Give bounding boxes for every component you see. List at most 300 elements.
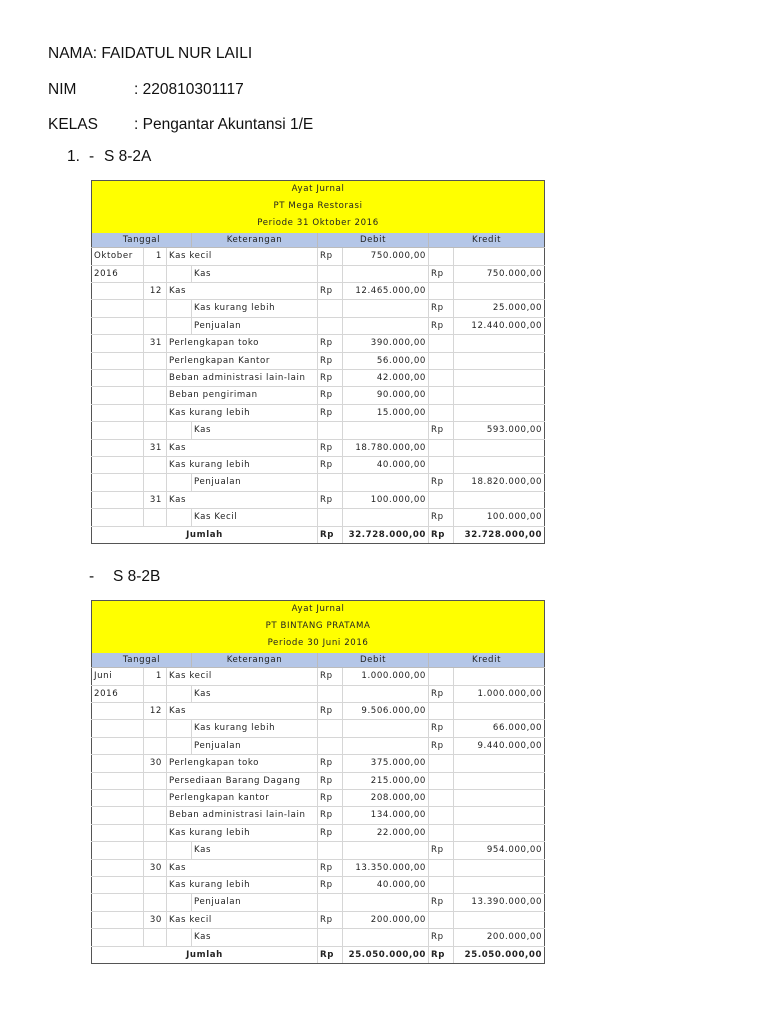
credit-currency — [429, 352, 454, 369]
date-month — [92, 491, 144, 508]
total-label: Jumlah — [92, 526, 318, 543]
debit-amount: 12.465.000,00 — [343, 282, 429, 299]
debit-amount — [343, 685, 429, 702]
indent-spacer — [167, 894, 192, 911]
debit-amount — [343, 265, 429, 282]
credit-amount — [454, 456, 545, 473]
total-credit-currency: Rp — [429, 946, 454, 963]
debit-currency: Rp — [318, 876, 343, 893]
credit-amount — [454, 282, 545, 299]
student-name: NAMA: FAIDATUL NUR LAILI — [48, 45, 253, 62]
date-month: 2016 — [92, 265, 144, 282]
credit-account: Kas — [192, 929, 318, 946]
journal-row — [92, 352, 545, 369]
student-name-line — [48, 45, 252, 63]
credit-amount: 100.000,00 — [454, 509, 545, 526]
header-keterangan: Keterangan — [192, 233, 318, 248]
credit-amount — [454, 404, 545, 421]
debit-amount: 215.000,00 — [343, 772, 429, 789]
debit-currency: Rp — [318, 789, 343, 806]
credit-account: Kas kurang lebih — [192, 720, 318, 737]
indent-spacer — [167, 317, 192, 334]
debit-currency — [318, 474, 343, 491]
credit-currency: Rp — [429, 509, 454, 526]
debit-account: Kas kurang lebih — [167, 876, 318, 893]
debit-currency: Rp — [318, 668, 343, 685]
credit-account: Penjualan — [192, 474, 318, 491]
credit-account: Kas Kecil — [192, 509, 318, 526]
journal-row — [92, 876, 545, 893]
date-day — [144, 265, 167, 282]
credit-account: Penjualan — [192, 894, 318, 911]
date-month — [92, 807, 144, 824]
date-day — [144, 474, 167, 491]
student-nim-line — [48, 81, 244, 99]
journal-row — [92, 248, 545, 265]
date-day: 30 — [144, 911, 167, 928]
debit-account: Kas kurang lebih — [167, 824, 318, 841]
indent-spacer — [167, 720, 192, 737]
credit-currency — [429, 911, 454, 928]
debit-currency — [318, 842, 343, 859]
journal-row — [92, 929, 545, 946]
debit-currency: Rp — [318, 282, 343, 299]
journal-row — [92, 720, 545, 737]
debit-currency — [318, 737, 343, 754]
debit-account: Kas — [167, 439, 318, 456]
journal-title-line: Ayat Jurnal — [92, 601, 545, 619]
debit-currency: Rp — [318, 439, 343, 456]
date-day — [144, 404, 167, 421]
credit-currency — [429, 789, 454, 806]
date-day — [144, 387, 167, 404]
journal-title-row — [92, 181, 545, 199]
credit-currency: Rp — [429, 737, 454, 754]
journal-row — [92, 842, 545, 859]
date-month: 2016 — [92, 685, 144, 702]
credit-amount: 593.000,00 — [454, 422, 545, 439]
date-month — [92, 720, 144, 737]
debit-currency — [318, 894, 343, 911]
debit-amount — [343, 317, 429, 334]
date-day: 1 — [144, 668, 167, 685]
debit-account: Kas kecil — [167, 911, 318, 928]
credit-amount — [454, 807, 545, 824]
date-day: 31 — [144, 439, 167, 456]
credit-currency: Rp — [429, 842, 454, 859]
debit-amount: 100.000,00 — [343, 491, 429, 508]
total-debit-amount: 25.050.000,00 — [343, 946, 429, 963]
credit-currency — [429, 248, 454, 265]
debit-amount: 375.000,00 — [343, 755, 429, 772]
date-month — [92, 317, 144, 334]
date-day: 31 — [144, 335, 167, 352]
credit-account: Penjualan — [192, 737, 318, 754]
credit-amount — [454, 824, 545, 841]
credit-currency — [429, 859, 454, 876]
total-credit-amount: 25.050.000,00 — [454, 946, 545, 963]
journal-title-line: Periode 30 Juni 2016 — [92, 635, 545, 652]
journal-row — [92, 737, 545, 754]
journal-row — [92, 439, 545, 456]
indent-spacer — [167, 509, 192, 526]
debit-amount: 9.506.000,00 — [343, 702, 429, 719]
total-debit-currency: Rp — [318, 946, 343, 963]
header-keterangan: Keterangan — [192, 653, 318, 668]
journal-row — [92, 422, 545, 439]
debit-account: Perlengkapan toko — [167, 335, 318, 352]
credit-currency — [429, 335, 454, 352]
date-day: 1 — [144, 248, 167, 265]
date-day — [144, 317, 167, 334]
debit-account: Kas — [167, 491, 318, 508]
debit-amount: 134.000,00 — [343, 807, 429, 824]
credit-currency — [429, 668, 454, 685]
credit-amount: 9.440.000,00 — [454, 737, 545, 754]
debit-currency: Rp — [318, 248, 343, 265]
credit-amount: 12.440.000,00 — [454, 317, 545, 334]
journal-title-row — [92, 635, 545, 652]
date-month — [92, 737, 144, 754]
item-label-s82b: S 8-2B — [113, 568, 161, 585]
nim-label: NIM — [48, 81, 77, 98]
debit-amount — [343, 929, 429, 946]
date-day — [144, 842, 167, 859]
indent-spacer — [167, 842, 192, 859]
debit-account: Perlengkapan Kantor — [167, 352, 318, 369]
debit-amount: 13.350.000,00 — [343, 859, 429, 876]
journal-row — [92, 509, 545, 526]
date-day — [144, 352, 167, 369]
journal-row — [92, 300, 545, 317]
credit-amount — [454, 859, 545, 876]
credit-currency — [429, 491, 454, 508]
credit-currency: Rp — [429, 685, 454, 702]
credit-amount — [454, 911, 545, 928]
date-day: 12 — [144, 702, 167, 719]
credit-currency: Rp — [429, 265, 454, 282]
credit-currency — [429, 755, 454, 772]
total-debit-amount: 32.728.000,00 — [343, 526, 429, 543]
debit-amount: 42.000,00 — [343, 369, 429, 386]
journal-row — [92, 282, 545, 299]
date-month — [92, 474, 144, 491]
date-month — [92, 387, 144, 404]
credit-currency: Rp — [429, 720, 454, 737]
date-day — [144, 876, 167, 893]
credit-amount: 1.000.000,00 — [454, 685, 545, 702]
date-month — [92, 842, 144, 859]
debit-amount: 1.000.000,00 — [343, 668, 429, 685]
debit-amount: 208.000,00 — [343, 789, 429, 806]
credit-currency — [429, 404, 454, 421]
journal-row — [92, 702, 545, 719]
debit-amount: 390.000,00 — [343, 335, 429, 352]
column-header-row — [92, 653, 545, 668]
debit-amount — [343, 300, 429, 317]
debit-currency — [318, 317, 343, 334]
header-debit: Debit — [318, 233, 429, 248]
debit-currency: Rp — [318, 404, 343, 421]
credit-currency: Rp — [429, 300, 454, 317]
journal-table-s82a — [91, 180, 545, 544]
journal-row — [92, 404, 545, 421]
debit-amount: 90.000,00 — [343, 387, 429, 404]
journal-title-line: Ayat Jurnal — [92, 181, 545, 199]
credit-account: Kas — [192, 685, 318, 702]
debit-account: Kas kurang lebih — [167, 404, 318, 421]
date-month — [92, 300, 144, 317]
credit-account: Kas — [192, 422, 318, 439]
date-day: 30 — [144, 755, 167, 772]
credit-amount: 200.000,00 — [454, 929, 545, 946]
date-month — [92, 772, 144, 789]
credit-currency — [429, 439, 454, 456]
journal-row — [92, 317, 545, 334]
debit-amount — [343, 422, 429, 439]
credit-amount: 13.390.000,00 — [454, 894, 545, 911]
debit-account: Kas — [167, 282, 318, 299]
debit-currency: Rp — [318, 807, 343, 824]
journal-row — [92, 668, 545, 685]
credit-amount — [454, 248, 545, 265]
date-month — [92, 335, 144, 352]
debit-currency: Rp — [318, 772, 343, 789]
total-credit-amount: 32.728.000,00 — [454, 526, 545, 543]
journal-title-line: PT BINTANG PRATAMA — [92, 618, 545, 635]
debit-currency: Rp — [318, 755, 343, 772]
credit-currency — [429, 824, 454, 841]
journal-row — [92, 824, 545, 841]
credit-account: Kas kurang lebih — [192, 300, 318, 317]
credit-amount — [454, 876, 545, 893]
indent-spacer — [167, 474, 192, 491]
credit-account: Penjualan — [192, 317, 318, 334]
item-dash: - — [89, 568, 95, 585]
total-row — [92, 526, 545, 543]
debit-amount: 40.000,00 — [343, 876, 429, 893]
debit-account: Kas — [167, 859, 318, 876]
date-day: 31 — [144, 491, 167, 508]
date-day — [144, 929, 167, 946]
debit-account: Kas kurang lebih — [167, 456, 318, 473]
item-dash: - — [89, 148, 95, 165]
kelas-label: KELAS — [48, 116, 98, 133]
date-day — [144, 737, 167, 754]
debit-currency: Rp — [318, 859, 343, 876]
credit-amount — [454, 755, 545, 772]
date-month — [92, 911, 144, 928]
date-month — [92, 894, 144, 911]
journal-row — [92, 369, 545, 386]
debit-currency — [318, 720, 343, 737]
date-month — [92, 509, 144, 526]
date-day — [144, 772, 167, 789]
debit-account: Beban administrasi lain-lain — [167, 807, 318, 824]
journal-row — [92, 772, 545, 789]
credit-amount — [454, 491, 545, 508]
journal-title-row — [92, 601, 545, 619]
debit-amount — [343, 509, 429, 526]
journal-row — [92, 789, 545, 806]
debit-amount: 22.000,00 — [343, 824, 429, 841]
journal-table-s82b — [91, 600, 545, 964]
debit-currency — [318, 300, 343, 317]
debit-amount: 750.000,00 — [343, 248, 429, 265]
credit-amount: 750.000,00 — [454, 265, 545, 282]
date-month: Juni — [92, 668, 144, 685]
date-month — [92, 876, 144, 893]
debit-amount — [343, 737, 429, 754]
date-month — [92, 439, 144, 456]
date-day — [144, 894, 167, 911]
date-day — [144, 509, 167, 526]
debit-amount: 56.000,00 — [343, 352, 429, 369]
column-header-row — [92, 233, 545, 248]
journal-title-row — [92, 198, 545, 215]
credit-currency — [429, 772, 454, 789]
debit-amount — [343, 894, 429, 911]
credit-amount — [454, 668, 545, 685]
credit-amount: 18.820.000,00 — [454, 474, 545, 491]
indent-spacer — [167, 929, 192, 946]
journal-title-line: Periode 31 Oktober 2016 — [92, 215, 545, 232]
credit-amount — [454, 702, 545, 719]
date-month — [92, 929, 144, 946]
credit-amount — [454, 335, 545, 352]
debit-account: Perlengkapan kantor — [167, 789, 318, 806]
debit-amount: 15.000,00 — [343, 404, 429, 421]
date-day — [144, 300, 167, 317]
kelas-value: : Pengantar Akuntansi 1/E — [134, 116, 314, 133]
date-day — [144, 685, 167, 702]
journal-row — [92, 387, 545, 404]
debit-currency: Rp — [318, 456, 343, 473]
credit-amount — [454, 439, 545, 456]
credit-currency — [429, 387, 454, 404]
date-month — [92, 859, 144, 876]
journal-row — [92, 474, 545, 491]
item-label-s82a: S 8-2A — [104, 148, 152, 165]
credit-amount: 954.000,00 — [454, 842, 545, 859]
journal-row — [92, 911, 545, 928]
credit-currency — [429, 456, 454, 473]
date-month — [92, 755, 144, 772]
header-kredit: Kredit — [429, 653, 545, 668]
journal-row — [92, 685, 545, 702]
debit-currency — [318, 929, 343, 946]
indent-spacer — [167, 300, 192, 317]
indent-spacer — [167, 685, 192, 702]
debit-currency: Rp — [318, 369, 343, 386]
credit-amount — [454, 352, 545, 369]
debit-amount — [343, 474, 429, 491]
total-debit-currency: Rp — [318, 526, 343, 543]
debit-currency: Rp — [318, 824, 343, 841]
date-month: Oktober — [92, 248, 144, 265]
journal-row — [92, 807, 545, 824]
header-debit: Debit — [318, 653, 429, 668]
journal-title-line: PT Mega Restorasi — [92, 198, 545, 215]
date-month — [92, 404, 144, 421]
journal-row — [92, 894, 545, 911]
credit-amount — [454, 772, 545, 789]
item-heading-s82a — [67, 148, 80, 166]
total-credit-currency: Rp — [429, 526, 454, 543]
debit-currency — [318, 422, 343, 439]
credit-currency — [429, 702, 454, 719]
debit-account: Persediaan Barang Dagang — [167, 772, 318, 789]
date-day: 12 — [144, 282, 167, 299]
date-day — [144, 824, 167, 841]
journal-row — [92, 491, 545, 508]
credit-currency: Rp — [429, 894, 454, 911]
debit-account: Kas kecil — [167, 248, 318, 265]
debit-currency: Rp — [318, 702, 343, 719]
debit-currency: Rp — [318, 911, 343, 928]
journal-row — [92, 859, 545, 876]
debit-account: Kas kecil — [167, 668, 318, 685]
journal-row — [92, 265, 545, 282]
journal-title-row — [92, 618, 545, 635]
debit-account: Beban pengiriman — [167, 387, 318, 404]
date-month — [92, 369, 144, 386]
credit-amount: 66.000,00 — [454, 720, 545, 737]
credit-amount: 25.000,00 — [454, 300, 545, 317]
date-month — [92, 702, 144, 719]
credit-currency — [429, 807, 454, 824]
debit-amount: 18.780.000,00 — [343, 439, 429, 456]
debit-currency — [318, 685, 343, 702]
date-day — [144, 369, 167, 386]
credit-account: Kas — [192, 842, 318, 859]
credit-currency — [429, 876, 454, 893]
date-month — [92, 352, 144, 369]
debit-currency — [318, 509, 343, 526]
date-day — [144, 422, 167, 439]
student-class-line — [48, 116, 314, 134]
debit-currency: Rp — [318, 387, 343, 404]
journal-row — [92, 335, 545, 352]
debit-amount: 40.000,00 — [343, 456, 429, 473]
date-day — [144, 789, 167, 806]
total-row — [92, 946, 545, 963]
debit-currency: Rp — [318, 352, 343, 369]
credit-currency — [429, 282, 454, 299]
date-month — [92, 282, 144, 299]
debit-account: Perlengkapan toko — [167, 755, 318, 772]
indent-spacer — [167, 265, 192, 282]
credit-amount — [454, 369, 545, 386]
journal-title-row — [92, 215, 545, 232]
date-month — [92, 456, 144, 473]
nim-value: : 220810301117 — [134, 81, 244, 98]
debit-account: Beban administrasi lain-lain — [167, 369, 318, 386]
credit-currency: Rp — [429, 317, 454, 334]
header-tanggal: Tanggal — [92, 233, 192, 248]
credit-currency: Rp — [429, 929, 454, 946]
credit-account: Kas — [192, 265, 318, 282]
indent-spacer — [167, 422, 192, 439]
journal-row — [92, 456, 545, 473]
indent-spacer — [167, 737, 192, 754]
debit-amount — [343, 842, 429, 859]
date-month — [92, 824, 144, 841]
date-month — [92, 789, 144, 806]
debit-currency: Rp — [318, 335, 343, 352]
date-month — [92, 422, 144, 439]
journal-row — [92, 755, 545, 772]
